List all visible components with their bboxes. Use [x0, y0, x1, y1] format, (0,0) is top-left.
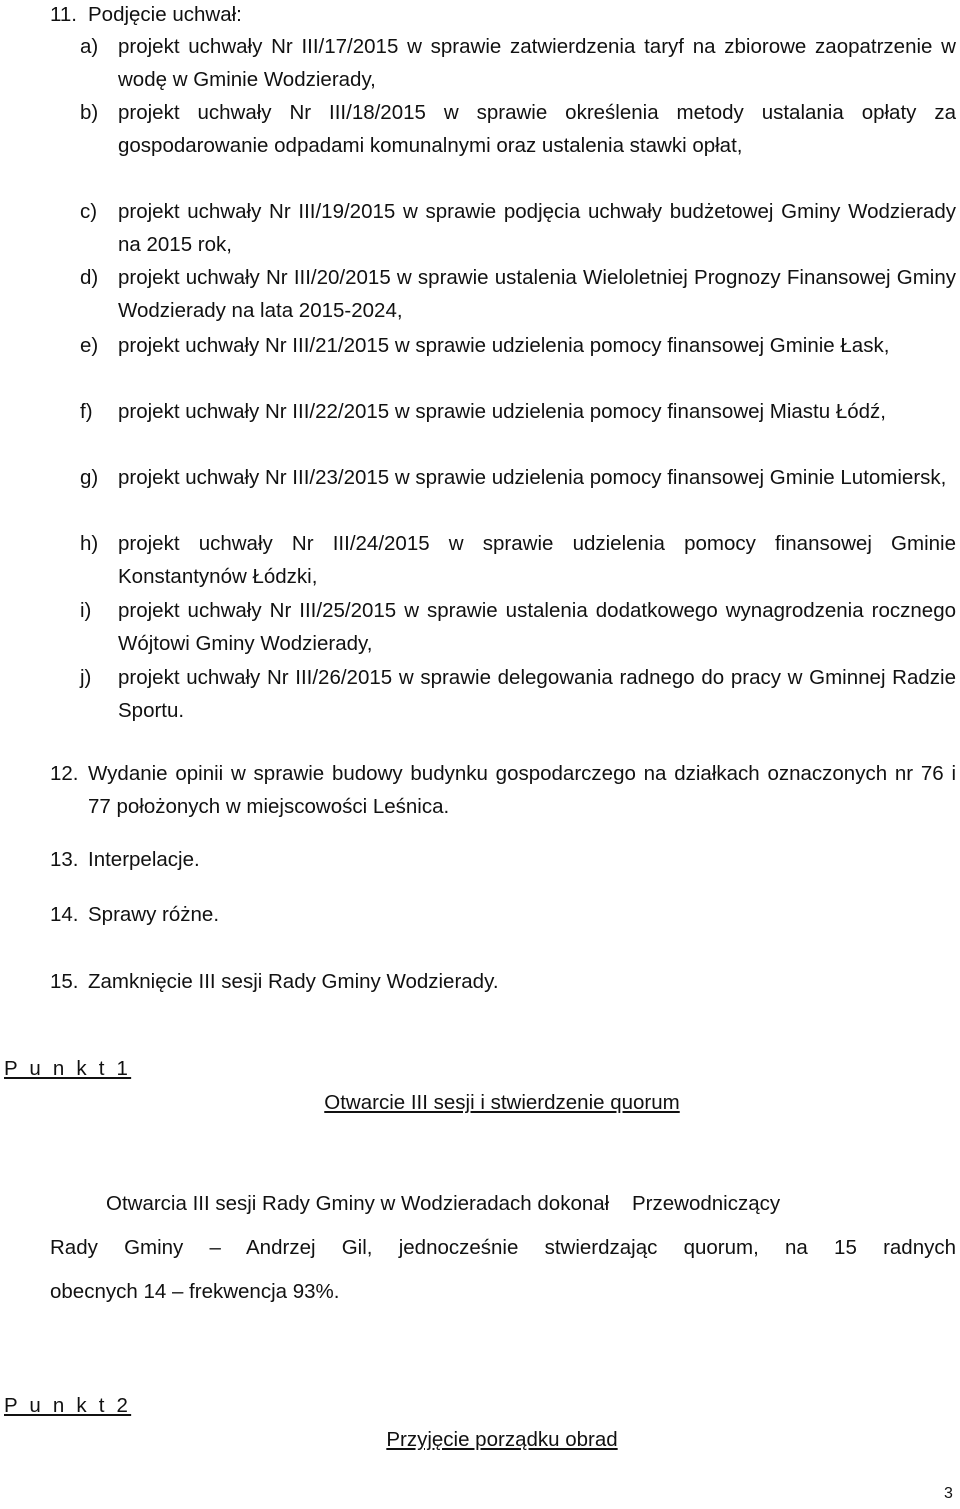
agenda-item-14: [50, 898, 956, 931]
resolution-text: projekt uchwały Nr III/18/2015 w sprawie określenia metody ustalania opłaty za gospodarowanie odpadami komunalnymi oraz ustalenia stawki opłat,: [118, 101, 956, 157]
punkt-1-heading: Otwarcie III sesji i stwierdzenie quorum: [324, 1091, 680, 1114]
agenda-item-number: 13.: [50, 848, 79, 871]
agenda-item-number: 14.: [50, 903, 79, 926]
resolution-letter: e): [80, 334, 99, 357]
agenda-item-text: Wydanie opinii w sprawie budowy budynku gospodarczego na działkach oznaczonych nr 76 i 77 położonych w miejscowości Leśnica.: [88, 762, 956, 818]
resolution-text: projekt uchwały Nr III/19/2015 w sprawie podjęcia uchwały budżetowej Gminy Wodzierady na 2015 rok,: [118, 200, 956, 256]
resolution-item-h: [80, 527, 956, 593]
resolution-text: projekt uchwały Nr III/24/2015 w sprawie udzielenia pomocy finansowej Gminie Konstantynów Łódzki,: [118, 532, 956, 588]
resolution-item-f: [80, 395, 956, 428]
agenda-item-text: Interpelacje.: [88, 848, 200, 871]
agenda-item-11: [50, 0, 956, 31]
agenda-item-text: Sprawy różne.: [88, 903, 220, 926]
resolution-letter: j): [80, 666, 92, 689]
resolution-letter: g): [80, 466, 99, 489]
resolution-text: projekt uchwały Nr III/22/2015 w sprawie udzielenia pomocy finansowej Miastu Łódź,: [118, 400, 886, 423]
resolution-item-e: [80, 329, 956, 362]
punkt-2-heading: Przyjęcie porządku obrad: [386, 1428, 618, 1451]
resolution-letter: c): [80, 200, 98, 223]
resolution-item-a: [80, 30, 956, 96]
resolution-text: projekt uchwały Nr III/17/2015 w sprawie zatwierdzenia taryf na zbiorowe zaopatrzenie w wodę w Gminie Wodzierady,: [118, 35, 956, 91]
resolution-item-i: [80, 594, 956, 660]
agenda-item-text: Zamknięcie III sesji Rady Gminy Wodzierady.: [88, 970, 499, 993]
agenda-item-number: 11.: [50, 3, 77, 26]
punkt-2-label: P u n k t 2: [4, 1394, 132, 1417]
resolution-letter: f): [80, 400, 93, 423]
agenda-item-12: [50, 757, 956, 823]
agenda-item-number: 15.: [50, 970, 79, 993]
resolution-item-b: [80, 96, 956, 162]
punkt-1-paragraph-line-1: Otwarcia III sesji Rady Gminy w Wodzieradach dokonał Przewodniczący: [106, 1192, 781, 1215]
resolution-item-d: [80, 261, 956, 327]
agenda-item-15: [50, 965, 956, 998]
resolution-item-j: [80, 661, 956, 727]
agenda-item-13: [50, 843, 956, 876]
resolution-letter: i): [80, 599, 92, 622]
resolution-text: projekt uchwały Nr III/21/2015 w sprawie udzielenia pomocy finansowej Gminie Łask,: [118, 334, 890, 357]
resolution-letter: a): [80, 35, 99, 58]
agenda-item-number: 12.: [50, 762, 79, 785]
resolution-text: projekt uchwały Nr III/26/2015 w sprawie delegowania radnego do pracy w Gminnej Radzie Sportu.: [118, 666, 956, 722]
resolution-letter: b): [80, 101, 99, 124]
punkt-1-paragraph-line-2: Rady Gminy – Andrzej Gil, jednocześnie stwierdzając quorum, na 15 radnych: [50, 1236, 956, 1259]
resolution-text: projekt uchwały Nr III/23/2015 w sprawie udzielenia pomocy finansowej Gminie Lutomiersk,: [118, 466, 947, 489]
resolution-item-c: [80, 195, 956, 261]
punkt-1-label: P u n k t 1: [4, 1057, 132, 1080]
resolution-letter: h): [80, 532, 99, 555]
resolution-text: projekt uchwały Nr III/20/2015 w sprawie ustalenia Wieloletniej Prognozy Finansowej Gminy Wodzierady na lata 2015-2024,: [118, 266, 956, 322]
punkt-1-paragraph-line-3: obecnych 14 – frekwencja 93%.: [50, 1280, 340, 1303]
resolution-text: projekt uchwały Nr III/25/2015 w sprawie ustalenia dodatkowego wynagrodzenia rocznego Wójtowi Gminy Wodzierady,: [118, 599, 956, 655]
resolution-item-g: [80, 461, 956, 494]
agenda-item-title: Podjęcie uchwał:: [88, 3, 242, 26]
page-number: 3: [944, 1485, 953, 1502]
resolution-letter: d): [80, 266, 99, 289]
